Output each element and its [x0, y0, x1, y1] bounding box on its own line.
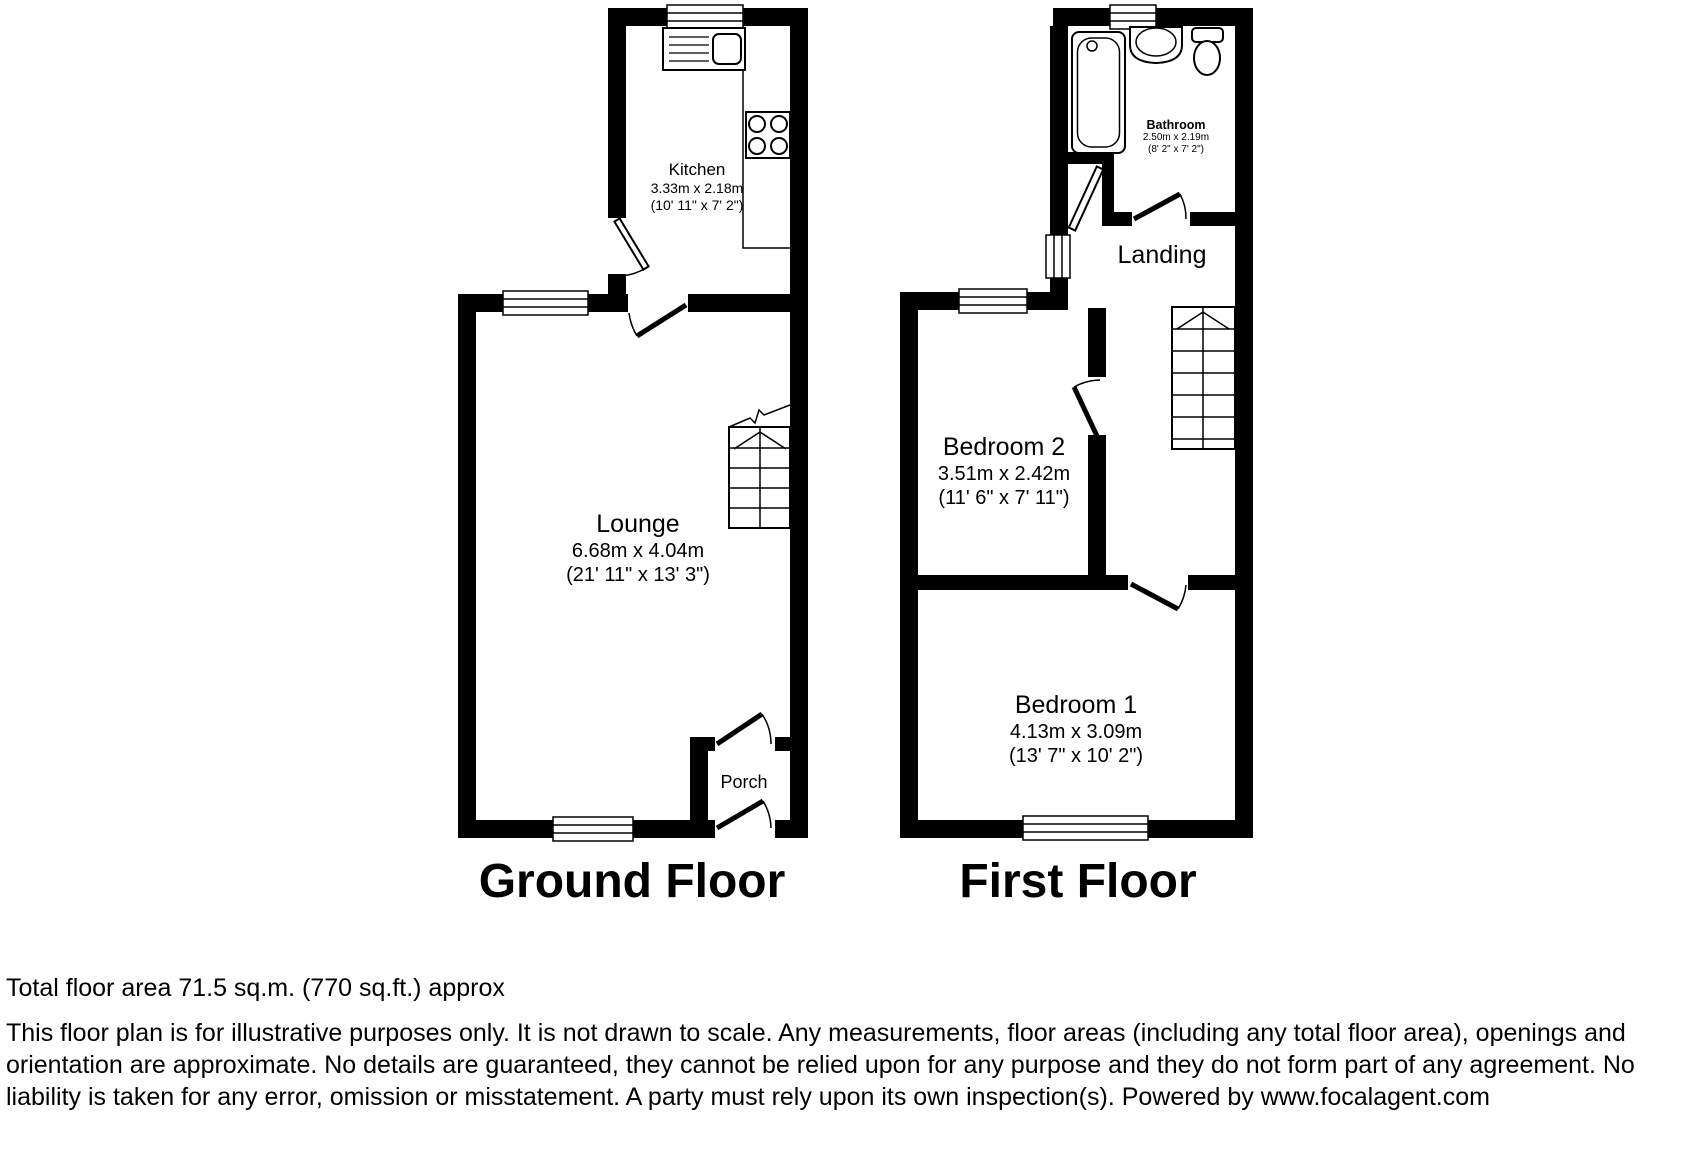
- bedroom1-label: [1009, 690, 1143, 768]
- door-swing-arc: [763, 801, 771, 828]
- room-name: Lounge: [596, 510, 680, 538]
- window: [1046, 235, 1070, 278]
- bedroom1-door: [1131, 584, 1186, 609]
- wall: [1190, 212, 1235, 226]
- room-dimensions-metric: 3.51m x 2.42m: [937, 463, 1071, 485]
- window: [667, 5, 743, 29]
- ground-floor-plan: [458, 5, 808, 841]
- kitchen-sink-icon: [663, 28, 745, 70]
- window: [1110, 5, 1156, 29]
- room-dimensions-metric: 6.68m x 4.04m: [571, 540, 705, 562]
- wall: [900, 575, 1128, 590]
- wall: [1188, 575, 1235, 590]
- wall: [608, 274, 626, 294]
- kitchen-lounge-door: [629, 305, 686, 336]
- bedroom2-door: [1074, 380, 1100, 436]
- toilet-icon: [1192, 28, 1223, 75]
- wall: [775, 820, 808, 838]
- door-leaf: [1131, 584, 1178, 609]
- room-name: Kitchen: [668, 160, 726, 179]
- stairs-icon: [1172, 307, 1235, 449]
- door-swing-arc: [762, 714, 771, 744]
- window: [1023, 816, 1148, 840]
- room-name: Porch: [720, 772, 768, 792]
- wall: [608, 26, 626, 218]
- porch-label: [720, 772, 767, 793]
- wall: [790, 8, 808, 838]
- wall: [1050, 278, 1068, 294]
- wall: [900, 820, 1023, 838]
- wall: [458, 820, 553, 838]
- hob-icon: [746, 112, 790, 158]
- wall: [1102, 212, 1132, 226]
- door-leaf: [1134, 194, 1180, 219]
- room-name: Landing: [1117, 241, 1207, 269]
- door-swing-arc: [1178, 585, 1186, 609]
- disclaimer-text: This floor plan is for illustrative purposes only. It is not drawn to scale. Any measurements, floor areas (including any total floor area), openings and orientation are approximate. No details are guaranteed, they cannot be relied upon for any purpose and they do not form part of any agreement. No liability is taken for any error, omission or misstatement. A party must rely upon its own inspection(s). Powered by www.focalagent.com: [6, 1019, 1635, 1111]
- stairs-direction-line: [729, 405, 790, 427]
- wall: [1235, 8, 1253, 838]
- room-dimensions-metric: 2.50m x 2.19m: [1142, 132, 1210, 143]
- room-dimensions-imperial: (10' 11" x 7' 2"): [650, 197, 744, 213]
- wall: [458, 312, 476, 820]
- landing-label: [1118, 241, 1207, 270]
- kitchen-exterior-door: [614, 218, 648, 276]
- room-dimensions-imperial: (8' 2" x 7' 2"): [1148, 144, 1204, 155]
- wall: [1050, 164, 1068, 235]
- first-floor-doors: [1058, 167, 1186, 610]
- wall: [633, 820, 715, 838]
- washbasin-icon: [1130, 27, 1182, 63]
- wall: [588, 294, 628, 312]
- wall: [458, 294, 503, 312]
- wall: [688, 294, 790, 312]
- room-dimensions-imperial: (11' 6" x 7' 11"): [938, 487, 1070, 509]
- room-dimensions-metric: 4.13m x 3.09m: [1009, 721, 1143, 743]
- bathroom-label: [1143, 118, 1209, 156]
- room-name: Bathroom: [1146, 118, 1206, 132]
- stairs-icon: [729, 405, 790, 528]
- door-swing-arc: [1180, 194, 1186, 219]
- wall: [1102, 164, 1114, 220]
- wall: [1148, 820, 1253, 838]
- window: [553, 817, 633, 841]
- wall: [690, 737, 715, 751]
- lounge-label: [566, 509, 710, 587]
- bedroom2-label: [938, 432, 1070, 510]
- kitchen-label: [651, 160, 744, 214]
- bathtub-icon: [1072, 32, 1125, 153]
- room-name: Bedroom 2: [942, 433, 1066, 461]
- door-swing-arc: [629, 313, 637, 336]
- lounge-porch-door: [717, 714, 771, 744]
- door-leaf: [717, 714, 762, 744]
- wall: [775, 737, 790, 751]
- door-leaf: [1069, 167, 1103, 231]
- room-name: Bedroom 1: [1014, 691, 1138, 719]
- door-leaf: [717, 801, 763, 828]
- room-dimensions-metric: 3.33m x 2.18m: [650, 180, 744, 196]
- total-floor-area-text: Total floor area 71.5 sq.m. (770 sq.ft.) approx: [6, 974, 505, 1002]
- bathroom-door: [1134, 194, 1186, 219]
- wall: [1088, 308, 1106, 377]
- door-swing-arc: [1074, 380, 1100, 387]
- window: [959, 289, 1027, 313]
- front-door: [717, 801, 771, 828]
- wall: [1088, 435, 1106, 575]
- window: [503, 291, 588, 315]
- room-dimensions-imperial: (13' 7" x 10' 2"): [1008, 745, 1144, 767]
- wall: [900, 310, 918, 820]
- first-floor-title: First Floor: [959, 855, 1197, 908]
- door-leaf: [614, 218, 648, 269]
- wall: [1050, 26, 1068, 152]
- door-leaf: [1074, 387, 1097, 436]
- door-leaf: [637, 305, 686, 336]
- room-dimensions-imperial: (21' 11" x 13' 3"): [566, 564, 710, 586]
- ground-floor-title: Ground Floor: [478, 855, 786, 908]
